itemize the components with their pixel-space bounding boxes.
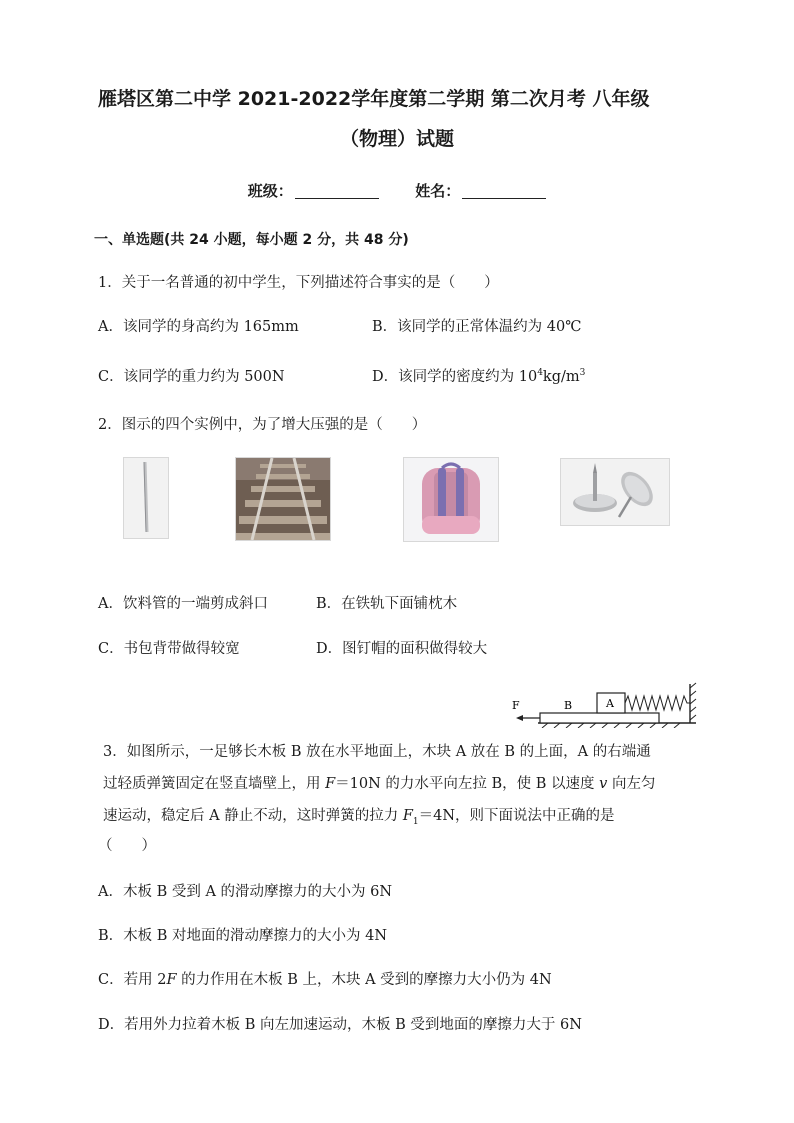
spring-board-diagram [508, 682, 698, 728]
diagram-label-b: B [564, 699, 573, 712]
q2-option-c: C．书包背带做得较宽 [98, 641, 240, 657]
q2-option-d: D．图钉帽的面积做得较大 [316, 641, 488, 657]
backpack-image [403, 457, 499, 542]
q1-option-a: A．该同学的身高约为 165mm [98, 319, 299, 335]
q3-stem-line1: 3．如图所示，一足够长木板 B 放在水平地面上，木块 A 放在 B 的上面，A 的右端通 [103, 744, 651, 760]
name-label: 姓名： [415, 182, 461, 200]
name-blank[interactable] [462, 182, 546, 199]
class-label: 班级： [247, 182, 293, 200]
q3-stem-line3: 速运动，稳定后 A 静止不动，这时弹簧的拉力 $F_1=4N$，则下面说法中正确的是 [103, 808, 615, 827]
q3-option-a: A．木板 B 受到 A 的滑动摩擦力的大小为 6N [98, 884, 393, 900]
railway-track-image [235, 457, 331, 541]
q3-option-d: D．若用外力拉着木板 B 向左加速运动，木板 B 受到地面的摩擦力大于 6N [98, 1017, 582, 1033]
class-blank[interactable] [295, 182, 379, 199]
thumbtack-image [560, 458, 670, 526]
q2-stem: 2．图示的四个实例中，为了增大压强的是（ ） [98, 417, 427, 433]
diagram-label-f: F [512, 699, 520, 712]
student-info [0, 180, 794, 201]
q1-option-b: B．该同学的正常体温约为 40℃ [372, 319, 582, 335]
q3-stem-line4: （ ） [98, 838, 156, 854]
q2-option-a: A．饮料管的一端剪成斜口 [98, 596, 268, 612]
exam-title-line1: 雁塔区第二中学 2021-2022学年度第二学期 第二次月考 八年级 [98, 88, 650, 110]
diagram-label-a: A [606, 697, 614, 710]
q3-option-b: B．木板 B 对地面的滑动摩擦力的大小为 4N [98, 928, 388, 944]
section-heading: 一、单选题(共 24 小题，每小题 2 分，共 48 分) [94, 232, 409, 248]
q3-stem-line2: 过轻质弹簧固定在竖直墙壁上，用 F＝10N 的力水平向左拉 B，使 B 以速度 v 向左匀 [103, 776, 656, 792]
q1-option-c: C．该同学的重力约为 500N [98, 369, 285, 385]
q3-option-c: C．若用 2F 的力作用在木板 B 上，木块 A 受到的摩擦力大小仍为 4N [98, 972, 552, 988]
q2-option-b: B．在铁轨下面铺枕木 [316, 596, 458, 612]
exam-title-line2: （物理）试题 [339, 128, 454, 150]
q1-stem: 1．关于一名普通的初中学生，下列描述符合事实的是（ ） [98, 275, 499, 291]
q1-option-d: D．该同学的密度约为 $10^4kg/m^3$ [372, 368, 586, 385]
straw-image [123, 457, 169, 539]
